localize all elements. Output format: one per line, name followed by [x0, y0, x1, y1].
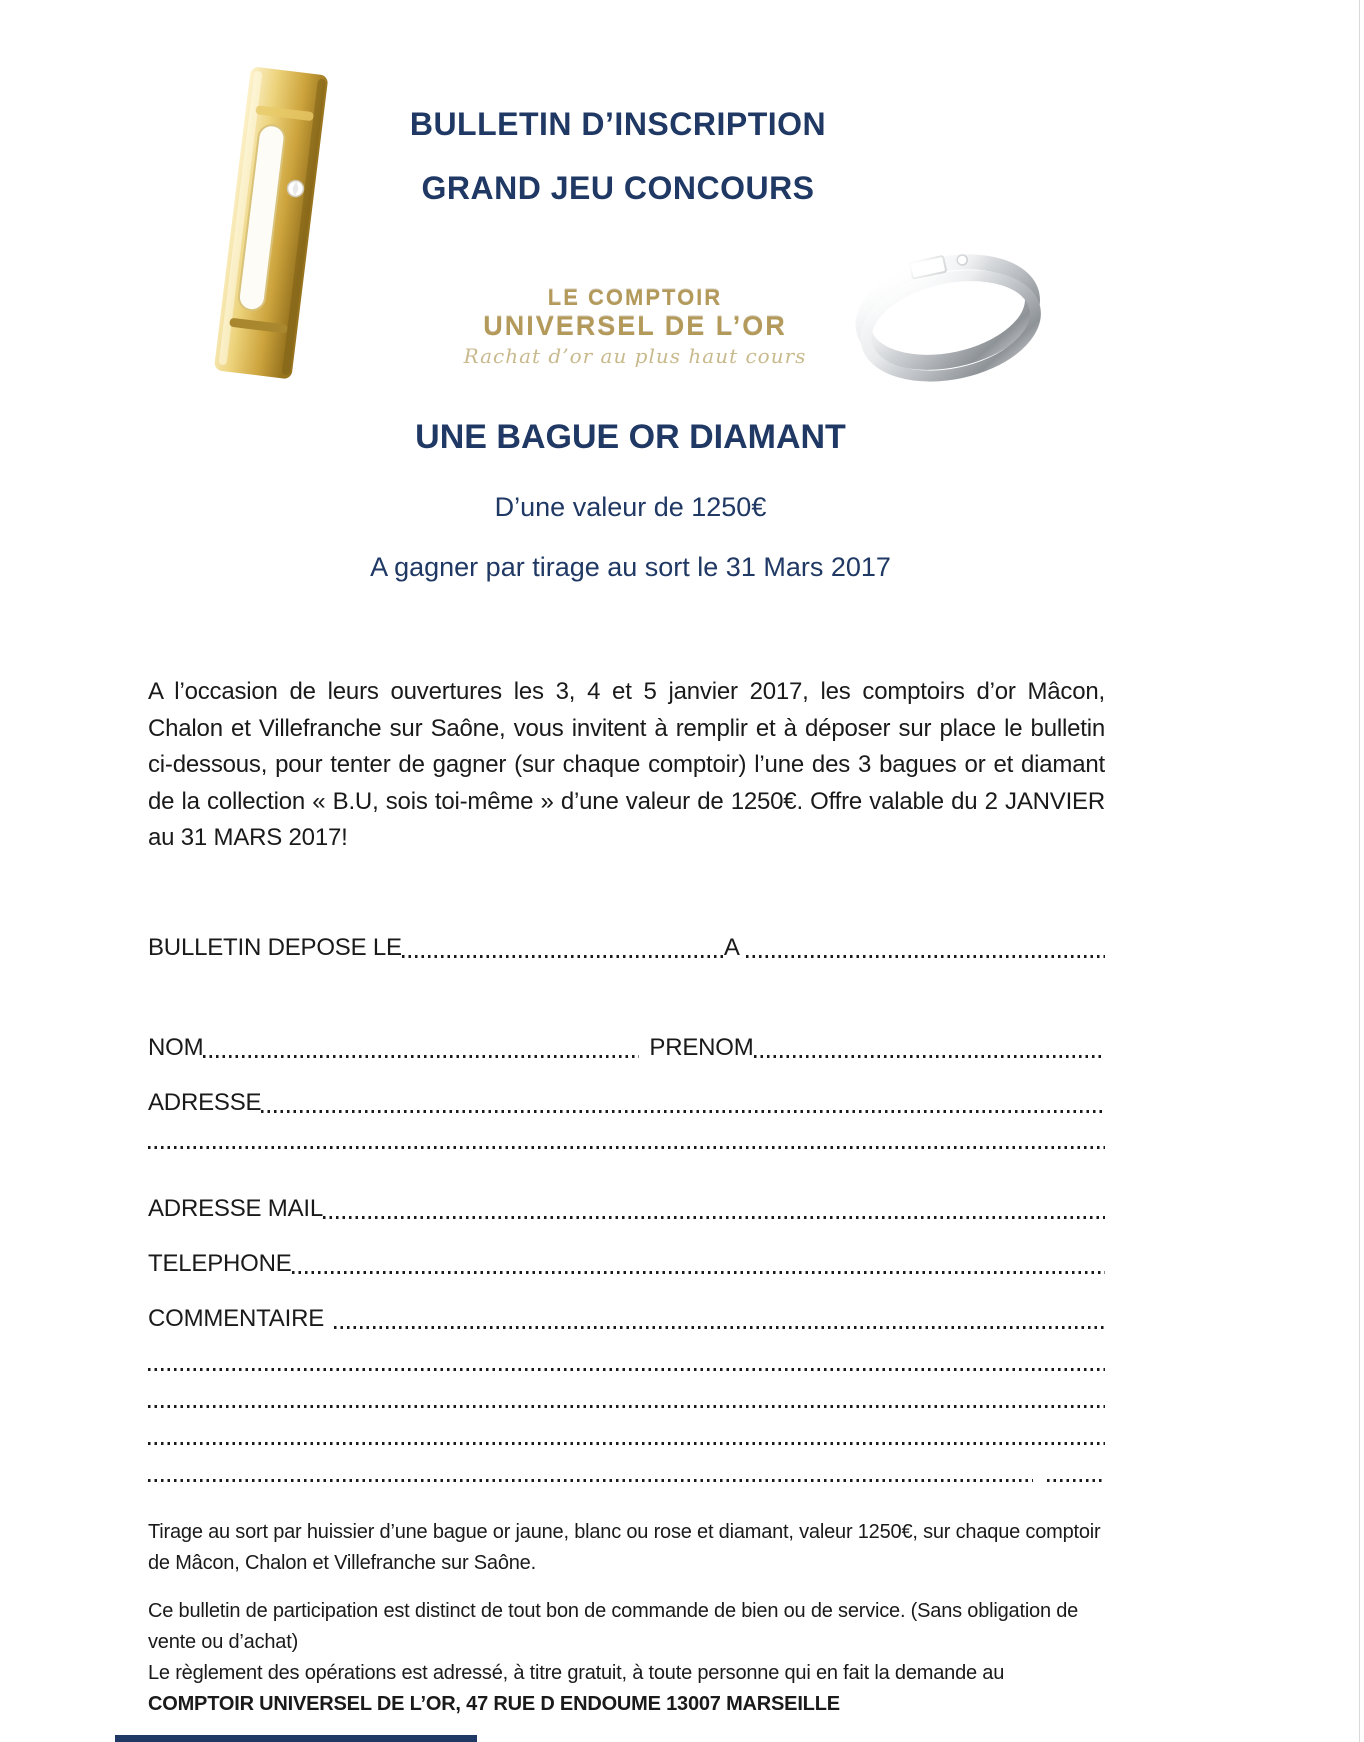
- phone-field-row: [148, 1249, 1105, 1279]
- first-name-blank-line: [754, 1055, 1105, 1058]
- logo-name-line2: UNIVERSEL DE L’OR: [483, 310, 787, 341]
- first-name-label: PRENOM: [649, 1033, 754, 1061]
- name-field-row: [148, 1033, 1105, 1063]
- comment-label: COMMENTAIRE: [148, 1304, 325, 1332]
- email-label: ADRESSE MAIL: [148, 1194, 323, 1222]
- phone-label: TELEPHONE: [148, 1249, 292, 1277]
- deposited-date-field-row: [148, 933, 1105, 963]
- company-address: COMPTOIR UNIVERSEL DE L’OR, 47 RUE D ENDOUME 13007 MARSEILLE: [148, 1692, 840, 1715]
- rules-notice-text: Le règlement des opérations est adressé, à titre gratuit, à toute personne qui en fait la demande au: [148, 1661, 1005, 1684]
- comment-blank-line-3: [148, 1405, 1105, 1408]
- draw-notice: Tirage au sort par huissier d’une bague or jaune, blanc ou rose et diamant, valeur 1250€, sur chaque comptoir de Mâcon, Chalon et Villefranche sur Saône.: [148, 1520, 1101, 1574]
- bottom-page-bar: [115, 1735, 477, 1742]
- prize-headline: UNE BAGUE OR DIAMANT: [415, 418, 846, 456]
- rules-notice: [148, 1658, 1105, 1720]
- prize-value: D’une valeur de 1250€: [494, 492, 767, 522]
- logo-name-line1: LE COMPTOIR: [547, 285, 723, 310]
- phone-blank-line: [292, 1271, 1105, 1274]
- distinct-notice: Ce bulletin de participation est distinct de tout bon de commande de bien ou de service. (Sans obligation de vente ou d’achat): [148, 1599, 1079, 1653]
- intro-paragraph: A l’occasion de leurs ouvertures les 3, 4 et 5 janvier 2017, les comptoirs d’or Mâcon, Chalon et Villefranche sur Saône, vous invitent à remplir et à déposer sur place le bulletin ci-dessous, pour tenter de gagner (sur chaque comptoir) l’une des 3 bagues or et diamant de la collection « B.U, sois toi-même » d’une valeur de 1250€. Offre valable du 2 JANVIER au 31 MARS 2017!: [148, 678, 1105, 851]
- deposited-place-label: A: [723, 933, 740, 961]
- comment-continuation-row: [148, 1438, 1105, 1450]
- last-name-blank-line: [203, 1055, 639, 1058]
- comment-field-row: [148, 1304, 1105, 1334]
- last-name-label: NOM: [148, 1033, 204, 1061]
- company-logo: [400, 286, 870, 367]
- comment-continuation-row: [148, 1401, 1105, 1413]
- comment-blank-line-2: [148, 1368, 1105, 1371]
- deposited-date-blank-line: [402, 955, 724, 958]
- address-label: ADRESSE: [148, 1088, 262, 1116]
- logo-tagline: Rachat d’or au plus haut cours: [463, 343, 807, 368]
- comment-blank-line: [334, 1326, 1105, 1329]
- comment-continuation-row: [148, 1364, 1105, 1376]
- email-field-row: [148, 1194, 1105, 1224]
- comment-continuation-row: [148, 1475, 1105, 1487]
- address-blank-line-2: [148, 1146, 1105, 1149]
- deposited-date-label: BULLETIN DEPOSE LE: [148, 933, 402, 961]
- comment-blank-line-5-end: [1047, 1479, 1105, 1482]
- email-blank-line: [323, 1216, 1105, 1219]
- address-continuation-row: [148, 1142, 1105, 1154]
- silver-ring-image: [846, 242, 1052, 393]
- prize-draw-date: A gagner par tirage au sort le 31 Mars 2017: [370, 552, 891, 582]
- contest-title: GRAND JEU CONCOURS: [421, 170, 815, 206]
- page-edge-line: [1359, 0, 1360, 1742]
- comment-blank-line-4: [148, 1442, 1105, 1445]
- legal-notices: [148, 1517, 1105, 1720]
- address-field-row: [148, 1088, 1105, 1118]
- address-blank-line: [261, 1110, 1105, 1113]
- form-body: [148, 660, 1105, 1720]
- document-title: BULLETIN D’INSCRIPTION: [409, 106, 827, 142]
- deposited-place-blank-line: [746, 955, 1105, 958]
- comment-blank-line-5: [148, 1479, 1033, 1482]
